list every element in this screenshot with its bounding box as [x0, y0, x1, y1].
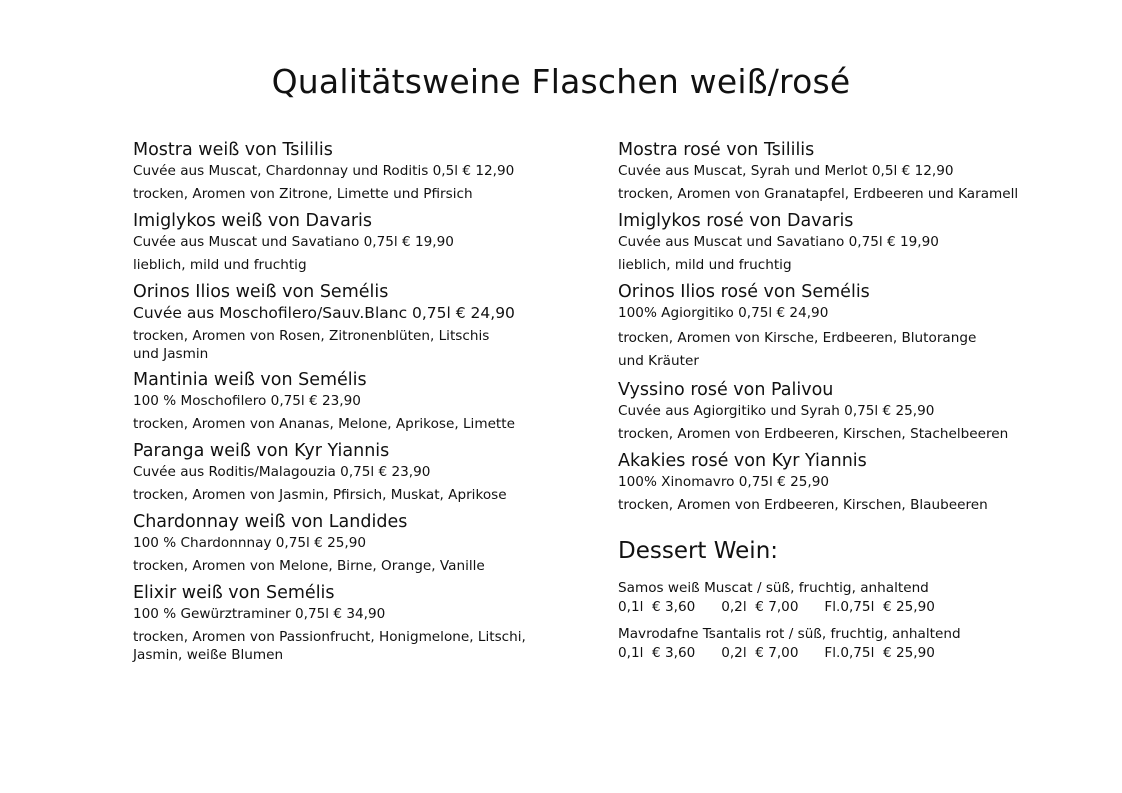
wine-notes: trocken, Aromen von Erdbeeren, Kirschen, Blaubeeren — [618, 497, 988, 513]
wine-name: Vyssino rosé von Palivou — [618, 380, 834, 400]
wine-entry — [133, 581, 573, 664]
wine-description: Cuvée aus Agiorgitiko und Syrah 0,75l € 25,90 — [618, 403, 935, 419]
wine-name: Orinos Ilios weiß von Semélis — [133, 282, 389, 302]
wine-entry — [618, 449, 1058, 515]
dessert-name: Mavrodafne Tsantalis rot / süß, fruchtig, anhaltend — [618, 626, 961, 642]
wine-description: 100% Agiorgitiko 0,75l € 24,90 — [618, 305, 829, 321]
dessert-entry — [618, 625, 1058, 663]
dessert-prices: 0,1l € 3,60 0,2l € 7,00 Fl.0,75l € 25,90 — [618, 599, 935, 615]
wine-entry — [133, 368, 573, 434]
wine-notes: trocken, Aromen von Ananas, Melone, Aprikose, Limette — [133, 416, 515, 432]
wine-entry — [133, 439, 573, 505]
dessert-prices: 0,1l € 3,60 0,2l € 7,00 Fl.0,75l € 25,90 — [618, 645, 935, 661]
wine-notes: trocken, Aromen von Passionfrucht, Honigmelone, Litschi, Jasmin, weiße Blumen — [133, 629, 526, 663]
dessert-name: Samos weiß Muscat / süß, fruchtig, anhaltend — [618, 580, 929, 596]
wine-description: Cuvée aus Muscat und Savatiano 0,75l € 19,90 — [618, 234, 939, 250]
rose-wine-column — [618, 138, 1058, 671]
wine-notes: trocken, Aromen von Melone, Birne, Orange, Vanille — [133, 558, 485, 574]
dessert-entry — [618, 579, 1058, 617]
wine-description: 100 % Gewürztraminer 0,75l € 34,90 — [133, 606, 386, 622]
wine-notes: trocken, Aromen von Granatapfel, Erdbeeren und Karamell — [618, 186, 1019, 202]
wine-description: Cuvée aus Muscat, Syrah und Merlot 0,5l € 12,90 — [618, 163, 954, 179]
wine-name: Imiglykos weiß von Davaris — [133, 211, 372, 231]
wine-entry — [133, 510, 573, 576]
wine-description: Cuvée aus Muscat, Chardonnay und Roditis 0,5l € 12,90 — [133, 163, 515, 179]
wine-notes: lieblich, mild und fruchtig — [618, 257, 792, 273]
wine-notes: trocken, Aromen von Kirsche, Erdbeeren, Blutorange und Kräuter — [618, 330, 977, 369]
wine-entry — [618, 378, 1058, 444]
wine-description: Cuvée aus Roditis/Malagouzia 0,75l € 23,90 — [133, 464, 431, 480]
wine-entry — [133, 280, 573, 363]
wine-entry — [133, 138, 573, 204]
wine-description: Cuvée aus Moschofilero/Sauv.Blanc 0,75l € 24,90 — [133, 304, 515, 322]
wine-name: Mantinia weiß von Semélis — [133, 370, 367, 390]
dessert-heading: Dessert Wein: — [618, 538, 779, 564]
wine-name: Elixir weiß von Semélis — [133, 583, 335, 603]
wine-name: Paranga weiß von Kyr Yiannis — [133, 441, 390, 461]
wine-description: 100 % Chardonnnay 0,75l € 25,90 — [133, 535, 367, 551]
wine-name: Orinos Ilios rosé von Semélis — [618, 282, 870, 302]
wine-description: Cuvée aus Muscat und Savatiano 0,75l € 19,90 — [133, 234, 454, 250]
wine-entry — [618, 280, 1058, 373]
wine-description: 100 % Moschofilero 0,75l € 23,90 — [133, 393, 361, 409]
wine-notes: trocken, Aromen von Rosen, Zitronenblüten, Litschis und Jasmin — [133, 328, 490, 362]
wine-name: Chardonnay weiß von Landides — [133, 512, 408, 532]
wine-name: Akakies rosé von Kyr Yiannis — [618, 451, 867, 471]
wine-description: 100% Xinomavro 0,75l € 25,90 — [618, 474, 830, 490]
white-wine-column — [133, 138, 573, 669]
wine-name: Imiglykos rosé von Davaris — [618, 211, 854, 231]
wine-entry — [133, 209, 573, 275]
wine-name: Mostra rosé von Tsililis — [618, 140, 815, 160]
wine-notes: trocken, Aromen von Zitrone, Limette und Pfirsich — [133, 186, 473, 202]
wine-entry — [618, 209, 1058, 275]
wine-notes: trocken, Aromen von Jasmin, Pfirsich, Muskat, Aprikose — [133, 487, 507, 503]
wine-entry — [618, 138, 1058, 204]
wine-notes: trocken, Aromen von Erdbeeren, Kirschen, Stachelbeeren — [618, 426, 1009, 442]
page-title: Qualitätsweine Flaschen weiß/rosé — [271, 62, 851, 101]
wine-notes: lieblich, mild und fruchtig — [133, 257, 307, 273]
wine-name: Mostra weiß von Tsililis — [133, 140, 333, 160]
